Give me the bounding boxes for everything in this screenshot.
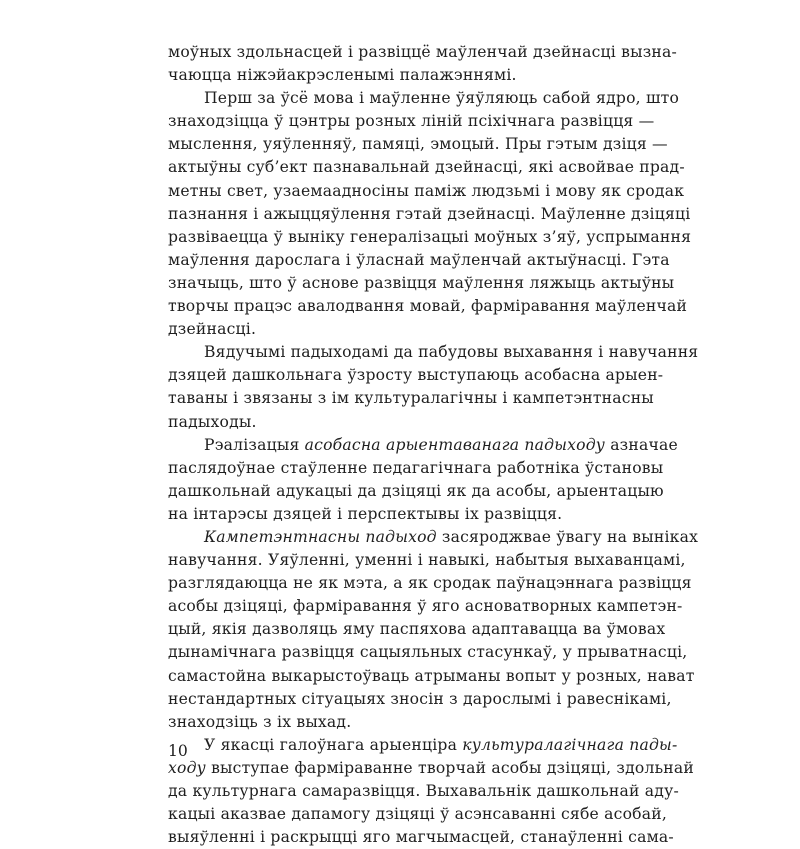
text-segment: пазнання і ажыццяўлення гэтай дзейнасці. Маўленне дзіцяці — [168, 204, 691, 223]
text-segment: на інтарэсы дзяцей і перспектывы іх развіцця. — [168, 504, 563, 523]
text-line — [168, 87, 680, 110]
text-segment: разглядаюцца не як мэта, а як сродак паўнацэннага развіцця — [168, 574, 692, 593]
text-segment: дзейнасці. — [168, 320, 257, 339]
text-line — [168, 180, 685, 203]
text-segment: асобы дзіцяці, фарміравання ў яго асноватворных кампетэн- — [168, 597, 683, 616]
text-line — [168, 434, 678, 457]
text-line — [168, 341, 699, 364]
text-line — [168, 203, 691, 226]
text-segment: засяроджвае ўвагу на выніках — [436, 527, 699, 546]
text-segment: У якасці галоўнага арыенціра — [204, 735, 463, 754]
text-line — [168, 734, 678, 757]
text-line — [168, 688, 672, 711]
text-segment: самастойна выкарыстоўваць атрыманы вопыт у розных, нават — [168, 666, 695, 685]
text-segment: развіваецца ў выніку генералізацыі моўных з’яў, успрымання — [168, 227, 692, 246]
italic-term: асобасна арыентаванага падыходу — [304, 435, 606, 454]
text-line — [168, 503, 644, 526]
text-line — [168, 457, 664, 480]
text-segment: падыходы. — [168, 412, 257, 431]
text-line — [168, 480, 664, 503]
italic-term: ходу — [168, 758, 206, 777]
text-line — [168, 133, 668, 156]
text-segment: дзяцей дашкольнага ўзросту выступаюць асобасна арыен- — [168, 366, 664, 385]
italic-term: культуралагічнага пады- — [462, 735, 678, 754]
page-number: 10 — [168, 742, 188, 760]
text-line — [168, 387, 654, 410]
text-line — [168, 757, 694, 780]
text-segment: моўных здольнасцей і развіццё маўленчай дзейнасці вызна- — [168, 43, 677, 61]
text-segment: Вядучымі падыходамі да пабудовы выхавання і навучання — [204, 343, 699, 362]
text-segment: цый, якія дазволяць яму паспяхова адаптавацца ва ўмовах — [168, 620, 666, 639]
text-segment: значыць, што ў аснове развіцця маўлення ляжыць актыўны — [168, 273, 675, 292]
text-line — [168, 641, 688, 664]
text-segment: дашкольнай адукацыі да дзіцяці як да асобы, арыентацыю — [168, 481, 664, 500]
text-line — [168, 411, 644, 434]
text-line — [168, 295, 688, 318]
italic-term: Кампетэнтнасны падыход — [204, 527, 437, 546]
text-line — [168, 110, 655, 133]
text-line — [168, 595, 683, 618]
text-segment: знаходзіцца ў цэнтры розных ліній псіхічнага развіцця — — [168, 112, 655, 131]
text-line — [168, 41, 677, 64]
text-line — [168, 64, 644, 87]
text-segment: паслядоўнае стаўленне педагагічнага работніка ўстановы — [168, 458, 664, 477]
text-line — [168, 364, 664, 387]
text-line — [168, 226, 692, 249]
text-line — [168, 618, 666, 641]
text-line — [168, 711, 644, 734]
text-segment: выступае фарміраванне творчай асобы дзіцяці, здольнай — [205, 758, 694, 777]
text-segment: маўлення дарослага і ўласнай маўленчай актыўнасці. Гэта — [168, 250, 670, 269]
text-line — [168, 665, 695, 688]
text-segment: навучання. Уяўленні, уменні і навыкі, набытыя выхаванцамі, — [168, 551, 686, 570]
text-line — [168, 549, 686, 572]
text-line — [168, 156, 685, 179]
text-segment: чаюцца ніжэйакрэсленымі палажэннямі. — [168, 66, 517, 85]
text-segment: Рэалізацыя — [204, 435, 305, 454]
text-segment: выяўленні і раскрыцці яго магчымасцей, станаўленні сама- — [168, 828, 674, 847]
text-segment: таваны і звязаны з ім культуралагічны і кампетэнтнасны — [168, 389, 654, 408]
text-segment: знаходзіць з іх выхад. — [168, 712, 352, 731]
text-line — [168, 318, 644, 341]
text-segment: актыўны суб’ект пазнавальнай дзейнасці, які асвойвае прад- — [168, 158, 685, 177]
text-segment: кацыі аказвае дапамогу дзіцяці ў асэнсаванні сябе асобай, — [168, 805, 667, 824]
text-line — [168, 249, 670, 272]
text-segment: да культурнага самаразвіцця. Выхавальнік дашкольнай аду- — [168, 782, 679, 800]
body-text — [168, 41, 699, 849]
text-line — [168, 803, 667, 826]
text-segment: дынамічнага развіцця сацыяльных стасункаў, у прыватнасці, — [168, 643, 688, 662]
text-line — [168, 572, 692, 595]
text-segment: метны свет, узаемаадносіны паміж людзьмі і мову як сродак — [168, 181, 685, 200]
text-line — [168, 826, 674, 849]
text-line — [168, 526, 699, 549]
text-segment: мыслення, уяўленняў, памяці, эмоцый. Пры гэтым дзіця — — [168, 135, 668, 154]
text-segment: азначае — [605, 435, 678, 454]
text-segment: нестандартных сітуацыях зносін з дарослымі і равеснікамі, — [168, 689, 672, 708]
text-segment: Перш за ўсё мова і маўленне ўяўляюць сабой ядро, што — [204, 89, 680, 108]
text-segment: творчы працэс авалодвання мовай, фарміравання маўленчай — [168, 297, 688, 316]
text-line — [168, 272, 675, 295]
text-line — [168, 780, 679, 803]
